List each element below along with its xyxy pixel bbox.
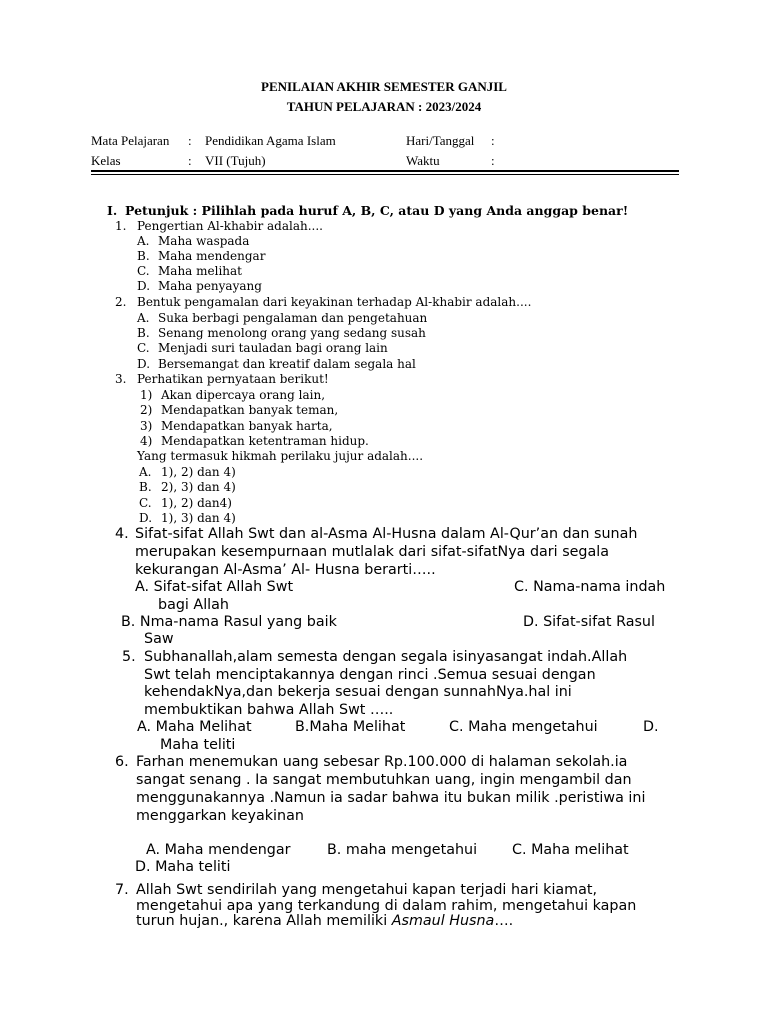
question-3-text: Perhatikan pernyataan berikut!: [137, 372, 329, 386]
question-7-number: 7.: [115, 882, 129, 898]
question-7-ellipsis: ….: [494, 913, 514, 929]
question-6-line-1: Farhan menemukan uang sebesar Rp.100.000 di halaman sekolah.ia: [136, 754, 628, 770]
asmaul-husna-term: Asmaul Husna: [391, 913, 495, 929]
question-7-line-3: [136, 913, 513, 929]
q1-option-d-letter: D.: [137, 279, 151, 293]
header-rule-thin: [91, 174, 679, 175]
question-4-number: 4.: [115, 526, 129, 542]
q1-option-b: Maha mendengar: [158, 249, 266, 263]
question-2-number: 2.: [115, 295, 127, 309]
q1-option-a-letter: A.: [137, 234, 150, 248]
time-label: Waktu: [406, 153, 440, 168]
q3-statement-4-number: 4): [140, 434, 153, 448]
q1-option-a: Maha waspada: [158, 234, 250, 248]
subject-label: Mata Pelajaran: [91, 133, 170, 148]
q1-option-c: Maha melihat: [158, 264, 242, 278]
question-4-line-2: merupakan kesempurnaan mutlalak dari sifat-sifatNya dari segala: [135, 544, 610, 560]
class-label: Kelas: [91, 153, 121, 168]
q4-option-b-continued: Saw: [144, 631, 174, 647]
q2-option-d: Bersemangat dan kreatif dalam segala hal: [158, 357, 416, 371]
question-7-line-2: mengetahui apa yang terkandung di dalam rahim, mengetahui kapan: [136, 898, 637, 914]
q4-option-c: C. Nama-nama indah: [514, 579, 666, 595]
q2-option-c: Menjadi suri tauladan bagi orang lain: [158, 341, 388, 355]
q4-option-a-continued: bagi Allah: [158, 597, 229, 613]
q6-option-d: D. Maha teliti: [135, 859, 231, 875]
q5-option-a: A. Maha Melihat: [137, 719, 252, 735]
q4-option-d: D. Sifat-sifat Rasul: [523, 614, 655, 630]
question-6-line-2: sangat senang . Ia sangat membutuhkan uang, ingin mengambil dan: [136, 772, 632, 788]
question-7-line-1: Allah Swt sendirilah yang mengetahui kapan terjadi hari kiamat,: [136, 882, 598, 898]
q3-statement-1: Akan dipercaya orang lain,: [161, 388, 326, 402]
q5-option-d-continued: Maha teliti: [160, 737, 236, 753]
instruction-text: Petunjuk : Pilihlah pada huruf A, B, C, atau D yang Anda anggap benar!: [125, 203, 629, 218]
q3-option-d-letter: D.: [139, 511, 153, 525]
subject-separator: :: [188, 133, 192, 148]
q3-statement-2: Mendapatkan banyak teman,: [161, 403, 339, 417]
question-2-text: Bentuk pengamalan dari keyakinan terhadap Al-khabir adalah....: [137, 295, 532, 309]
q4-option-a: A. Sifat-sifat Allah Swt: [135, 579, 294, 595]
question-4-line-3: kekurangan Al-Asma’ Al- Husna berarti…..: [135, 562, 436, 578]
question-6-number: 6.: [115, 754, 129, 770]
q3-option-c: 1), 2) dan4): [161, 496, 232, 510]
q3-option-c-letter: C.: [139, 496, 152, 510]
instruction-number: I.: [107, 203, 118, 218]
q5-option-d: D.: [643, 719, 659, 735]
q1-option-d: Maha penyayang: [158, 279, 262, 293]
q2-option-b-letter: B.: [137, 326, 150, 340]
q3-option-a-letter: A.: [139, 465, 152, 479]
q3-statement-1-number: 1): [140, 388, 153, 402]
q5-option-c: C. Maha mengetahui: [449, 719, 598, 735]
q3-option-a: 1), 2) dan 4): [161, 465, 236, 479]
question-5-line-1: Subhanallah,alam semesta dengan segala isinyasangat indah.Allah: [144, 649, 628, 665]
q2-option-c-letter: C.: [137, 341, 150, 355]
q1-option-b-letter: B.: [137, 249, 150, 263]
question-3-number: 3.: [115, 372, 127, 386]
q3-option-b: 2), 3) dan 4): [161, 480, 236, 494]
question-4-line-1: Sifat-sifat Allah Swt dan al-Asma Al-Husna dalam Al-Qur’an dan sunah: [135, 526, 638, 542]
q2-option-a: Suka berbagi pengalaman dan pengetahuan: [158, 311, 428, 325]
question-6-line-3: menggunakannya .Namun ia sadar bahwa itu bukan milik .peristiwa ini: [136, 790, 646, 806]
q3-option-d: 1), 3) dan 4): [161, 511, 236, 525]
class-separator: :: [188, 153, 192, 168]
question-5-number: 5.: [122, 649, 136, 665]
q3-statement-3: Mendapatkan banyak harta,: [161, 419, 333, 433]
question-1-number: 1.: [115, 219, 127, 233]
q1-option-c-letter: C.: [137, 264, 150, 278]
question-5-line-4: membuktikan bahwa Allah Swt …..: [144, 702, 394, 718]
q2-option-a-letter: A.: [137, 311, 150, 325]
question-5-line-2: Swt telah menciptakannya dengan rinci .Semua sesuai dengan: [144, 667, 596, 683]
q3-statement-4: Mendapatkan ketentraman hidup.: [161, 434, 369, 448]
question-7-line-3-text: turun hujan., karena Allah memiliki: [136, 913, 392, 929]
time-separator: :: [491, 153, 495, 168]
class-value: VII (Tujuh): [205, 153, 266, 168]
q6-option-a: A. Maha mendengar: [146, 842, 291, 858]
q5-option-b: B.Maha Melihat: [295, 719, 406, 735]
question-5-line-3: kehendakNya,dan bekerja sesuai dengan sunnahNya.hal ini: [144, 684, 572, 700]
q3-statement-3-number: 3): [140, 419, 153, 433]
question-6-line-4: menggarkan keyakinan: [136, 808, 304, 824]
day-label: Hari/Tanggal: [406, 133, 475, 148]
subject-value: Pendidikan Agama Islam: [205, 133, 336, 148]
exam-year: TAHUN PELAJARAN : 2023/2024: [286, 99, 482, 114]
question-1-text: Pengertian Al-khabir adalah....: [137, 219, 323, 233]
exam-title: PENILAIAN AKHIR SEMESTER GANJIL: [261, 79, 507, 94]
q3-prompt: Yang termasuk hikmah perilaku jujur adalah....: [137, 449, 424, 463]
q4-option-b: B. Nma-nama Rasul yang baik: [121, 614, 337, 630]
header-rule-thick: [91, 170, 679, 172]
q3-statement-2-number: 2): [140, 403, 153, 417]
q6-option-b: B. maha mengetahui: [327, 842, 478, 858]
q6-option-c: C. Maha melihat: [512, 842, 629, 858]
day-separator: :: [491, 133, 495, 148]
q3-option-b-letter: B.: [139, 480, 152, 494]
q2-option-b: Senang menolong orang yang sedang susah: [158, 326, 426, 340]
q2-option-d-letter: D.: [137, 357, 151, 371]
